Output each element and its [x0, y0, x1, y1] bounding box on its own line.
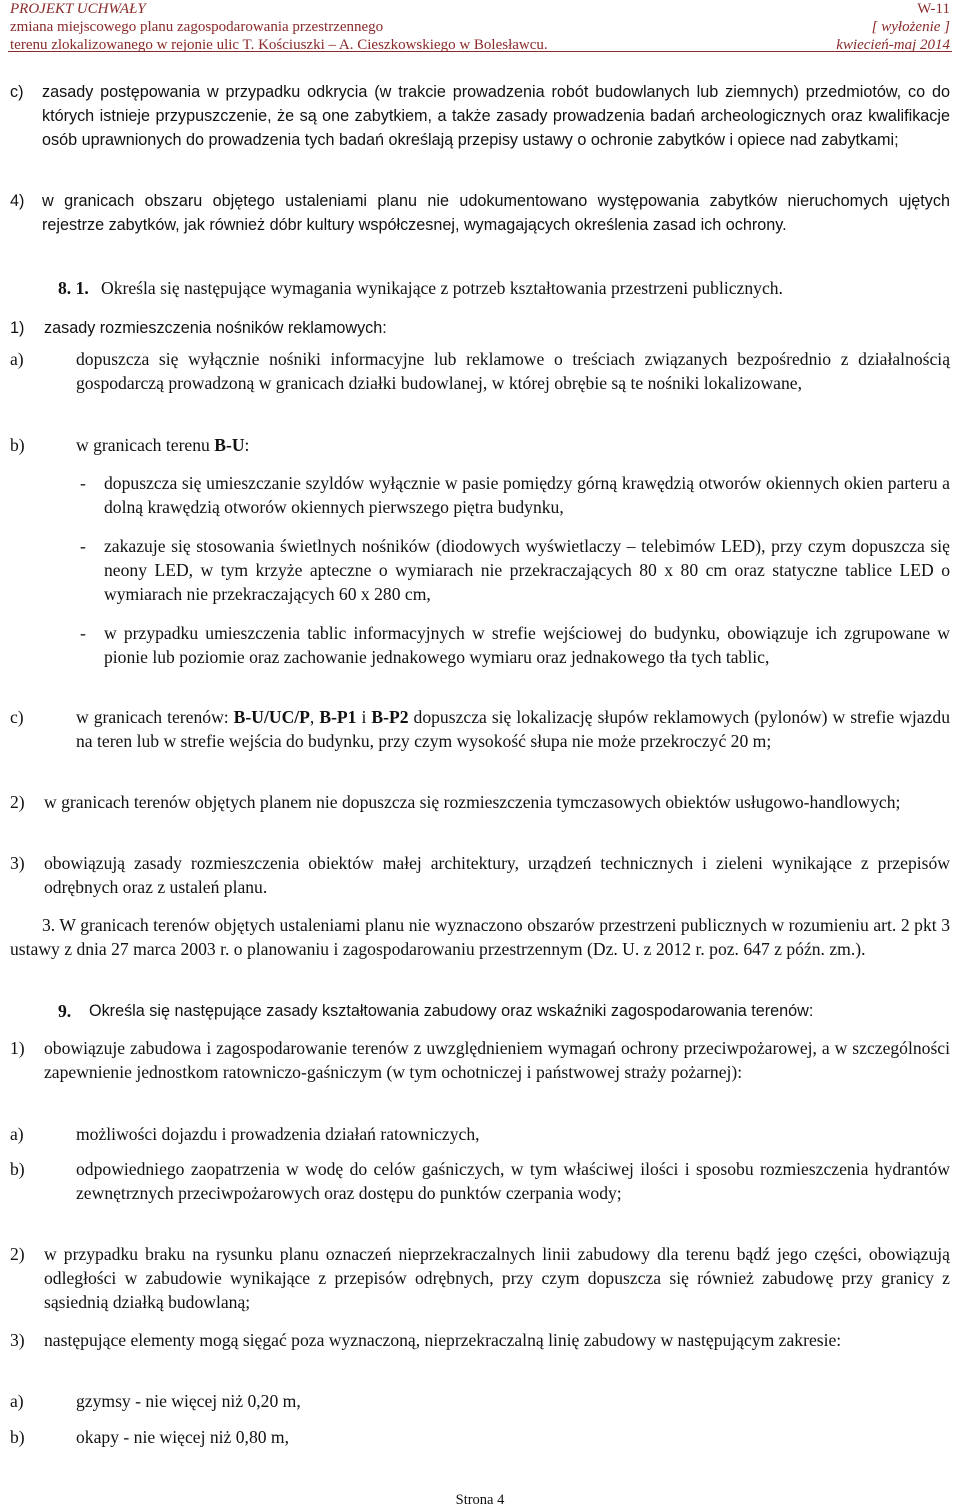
- s8-item-1c-text: [76, 705, 950, 753]
- header-plan-title: zmiana miejscowego planu zagospodarowania przestrzennego: [10, 19, 384, 35]
- header-right: [836, 0, 950, 54]
- s9-item-1a-marker: a): [10, 1124, 24, 1144]
- section-9-text: Określa się następujące zasady kształtowania zabudowy oraz wskaźniki zagospodarowania terenów:: [89, 1002, 814, 1020]
- s9-item-3-marker: 3): [10, 1330, 25, 1350]
- item-4-text: w granicach obszaru objętego ustaleniami planu nie udokumentowano występowania zabytków nieruchomych ujętych rejestrze zabytków, jak również dóbr kultury współczesnej, wymagających określenia zasad ich ochrony.: [42, 192, 950, 234]
- s9-item-1b-marker: b): [10, 1159, 25, 1179]
- dash-3-marker: -: [80, 623, 86, 643]
- s9-item-3-text: następujące elementy mogą sięgać poza wyznaczoną, nieprzekraczalną linię zabudowy w następującym zakresie:: [44, 1330, 842, 1350]
- s9-item-3a-text: gzymsy - nie więcej niż 0,20 m,: [76, 1391, 301, 1411]
- section-8-number: 8. 1.: [58, 278, 89, 298]
- item-4-marker: 4): [10, 192, 25, 210]
- section-8-paragraph-3: 3. W granicach terenów objętych ustaleniami planu nie wyznaczono obszarów przestrzeni publicznych w rozumieniu art. 2 pkt 3 ustawy z dnia 27 marca 2003 r. o planowaniu i zagospodarowaniu przestrzennym (Dz. U. z 2012 r. poz. 647 z późn. zm.).: [10, 915, 950, 959]
- dash-1-marker: -: [80, 473, 86, 493]
- item-c-text: zasady postępowania w przypadku odkrycia (w trakcie prowadzenia robót budowlanych lub ziemnych) przedmiotów, co do których istnieje przypuszczenie, że są one zabytkiem, a także zasady prowadzenia badań archeologicznych oraz kwalifikacje osób uprawnionych do prowadzenia tych badań określają przepisy ustawy o ochronie zabytków i opiece nad zabytkami;: [42, 83, 950, 149]
- s8-item-1b-marker: b): [10, 435, 25, 455]
- s8-item-1c-pre: w granicach terenów:: [76, 707, 234, 727]
- s8-item-1-marker: 1): [10, 319, 25, 337]
- s8-item-1c-marker: c): [10, 707, 24, 727]
- header-area-description: terenu zlokalizowanego w rejonie ulic T. Kościuszki – A. Cieszkowskiego w Bolesławcu.: [10, 37, 548, 53]
- section-9-number: 9.: [58, 1001, 72, 1021]
- s9-item-1a-text: możliwości dojazdu i prowadzenia działań ratowniczych,: [76, 1124, 480, 1144]
- s8-item-2-text: w granicach terenów objętych planem nie dopuszcza się rozmieszczenia tymczasowych obiektów usługowo-handlowych;: [44, 792, 901, 812]
- s8-item-1c-sep1: ,: [309, 707, 320, 727]
- s8-item-1b-post: :: [244, 435, 250, 455]
- s8-item-3-marker: 3): [10, 853, 25, 873]
- zone-code-b-u: B-U: [214, 435, 245, 455]
- page-header: [0, 0, 960, 53]
- s8-item-1c-sep2: i: [356, 707, 372, 727]
- s8-item-1a-text: dopuszcza się wyłącznie nośniki informacyjne lub reklamowe o treściach związanych bezpośrednio z działalnością gospodarczą prowadzoną w granicach działki budowlanej, w której obrębie są te nośniki lokalizowane,: [76, 349, 950, 393]
- dash-3-text: w przypadku umieszczenia tablic informacyjnych w strefie wejściowej do budynku, obowiązuje ich zgrupowane w pionie lub poziomie oraz zachowanie jednakowego wymiaru oraz jednakowego tła tych tablic,: [104, 623, 950, 667]
- s8-item-3-text: obowiązują zasady rozmieszczenia obiektów małej architektury, urządzeń technicznych i zieleni wynikające z przepisów odrębnych oraz z ustaleń planu.: [44, 853, 950, 897]
- s8-item-1b-pre: w granicach terenu: [76, 435, 215, 455]
- zone-code-b-u-uc-p: B-U/UC/P: [233, 707, 310, 727]
- header-left: [10, 0, 548, 54]
- header-date: kwiecień-maj 2014: [836, 37, 950, 53]
- s8-item-1c-post: dopuszcza się lokalizację słupów reklamowych (pylonów) w strefie wjazdu na teren lub w strefie wejścia do budynku, przy czym wysokość słupa nie może przekroczyć 20 m;: [76, 707, 951, 751]
- header-document-code: W-11: [917, 1, 950, 17]
- zone-code-b-p1: B-P1: [319, 707, 357, 727]
- dash-2-marker: -: [80, 536, 86, 556]
- s8-item-2-marker: 2): [10, 792, 25, 812]
- s8-item-1a-marker: a): [10, 349, 24, 369]
- header-divider: [8, 51, 952, 52]
- zone-code-b-p2: B-P2: [371, 707, 409, 727]
- page-number: Strona 4: [455, 1492, 505, 1508]
- dash-2-text: zakazuje się stosowania świetlnych nośników (diodowych wyświetlaczy – telebimów LED), przy czym dopuszcza się neony LED, w tym krzyże apteczne o wymiarach nie przekraczających 80 x 80 cm oraz statyczne tablice LED o wymiarach nie przekraczających 60 x 280 cm,: [104, 536, 950, 604]
- s9-item-2-text: w przypadku braku na rysunku planu oznaczeń nieprzekraczalnych linii zabudowy dla terenu bądź jego części, obowiązują odległości w zabudowie wynikające z przepisów odrębnych, przy czym dopuszcza się również zabudowę przy granicy z sąsiednią działką budowlaną;: [44, 1244, 950, 1312]
- s9-item-2-marker: 2): [10, 1244, 25, 1264]
- s9-item-3b-text: okapy - nie więcej niż 0,80 m,: [76, 1427, 290, 1447]
- header-project-label: PROJEKT UCHWAŁY: [10, 1, 146, 17]
- header-stage: [ wyłożenie ]: [871, 19, 950, 35]
- section-8-text: Określa się następujące wymagania wynikające z potrzeb kształtowania przestrzeni publicznych.: [101, 278, 783, 298]
- s9-item-3b-marker: b): [10, 1427, 25, 1447]
- item-c-marker: c): [10, 83, 24, 101]
- dash-1-text: dopuszcza się umieszczanie szyldów wyłącznie w pasie pomiędzy górną krawędzią otworów okiennych okien parteru a dolną krawędzią otworów okiennych pierwszego piętra budynku,: [104, 473, 950, 517]
- s9-item-3a-marker: a): [10, 1391, 24, 1411]
- s8-item-1b-text: [76, 433, 950, 457]
- s9-item-1b-text: odpowiedniego zaopatrzenia w wodę do celów gaśniczych, w tym właściwej ilości i sposobu rozmieszczenia hydrantów zewnętrznych przeciwpożarowych oraz dostępu do punktów czerpania wody;: [76, 1159, 950, 1203]
- s8-item-1-text: zasady rozmieszczenia nośników reklamowych:: [44, 319, 387, 337]
- s9-item-1-marker: 1): [10, 1038, 25, 1058]
- s9-item-1-text: obowiązuje zabudowa i zagospodarowanie terenów z uwzględnieniem wymagań ochrony przeciwpożarowej, a w szczególności zapewnienie jednostkom ratowniczo-gaśniczym (w tym ochotniczej i państwowej straży pożarnej):: [44, 1038, 950, 1082]
